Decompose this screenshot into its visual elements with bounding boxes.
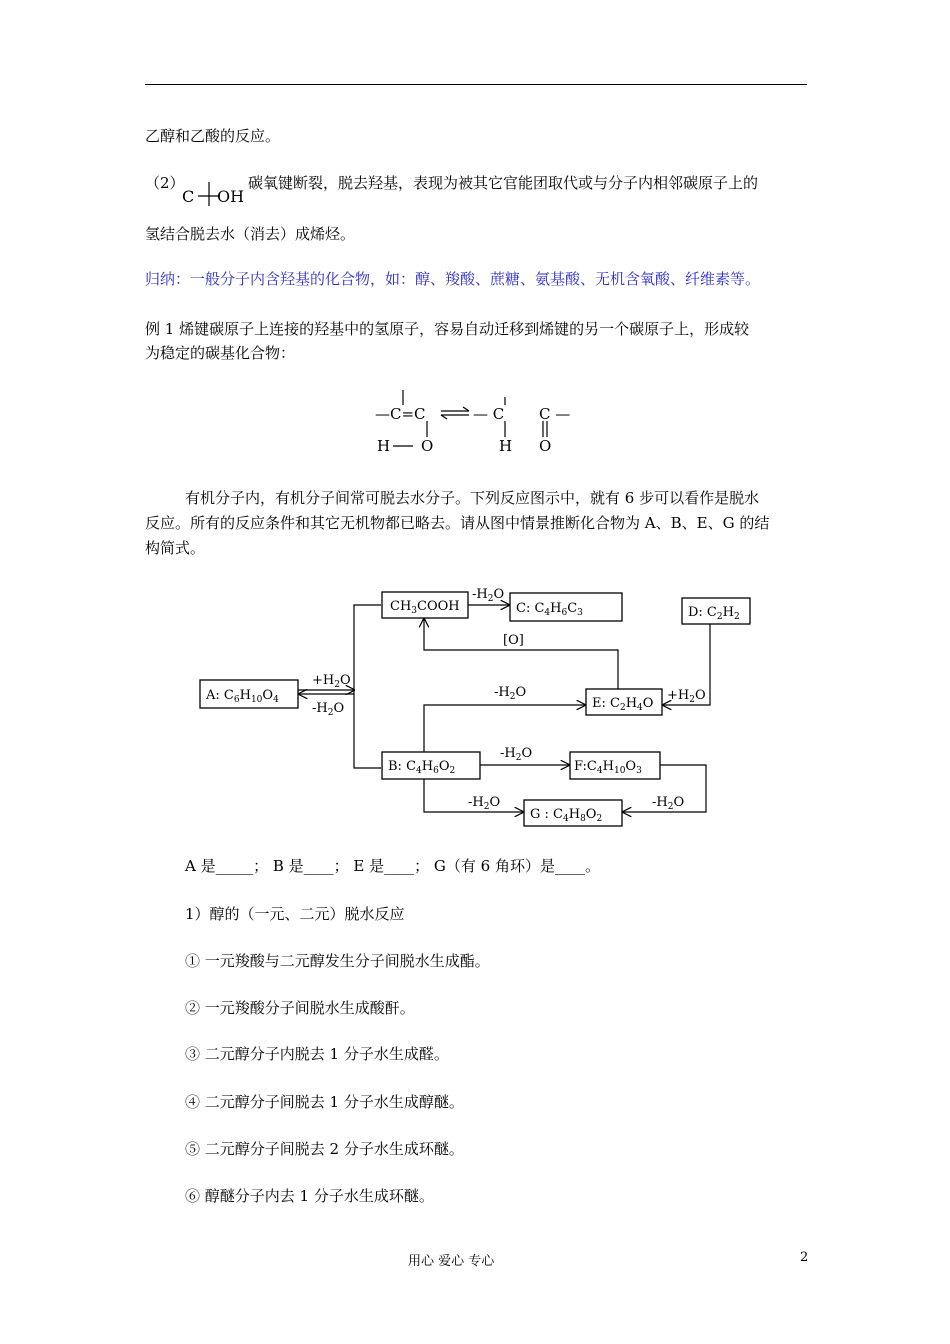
list-item: ④ 二元醇分子间脱去 1 分子水生成醇醚。 (185, 1093, 464, 1111)
box-ch3cooh-label: $CH_3COOH$ (390, 599, 460, 616)
list-item: ⑥ 醇醚分子内去 1 分子水生成环醚。 (185, 1187, 434, 1205)
paragraph-2-continuation: 氢结合脱去水（消去）成烯烃。 (145, 225, 356, 243)
paragraph-2-text: 碳氧键断裂，脱去羟基，表现为被其它官能团取代或与分子内相邻碳原子上的 (248, 174, 759, 192)
list-item: ③ 二元醇分子内脱去 1 分子水生成醛。 (185, 1045, 449, 1063)
label-ch3cooh-to-c: $-H_2O$ (472, 587, 505, 604)
label-a-minus-water: $-H_2O$ (312, 701, 345, 718)
box-b-label: B: $C_4H_6O_2$ (388, 759, 456, 776)
box-c-label: C: $C_4H_6C_3$ (516, 601, 583, 618)
example-1-line-2: 为稳定的碳基化合物： (145, 344, 296, 362)
tautomer-left-top: —C=C (375, 405, 426, 423)
box-g-label: G : $C_4H_8O_2$ (530, 807, 603, 824)
box-d-label: D: $C_2H_2$ (688, 605, 740, 622)
list-item: ⑤ 二元醇分子间脱去 2 分子水生成环醚。 (185, 1140, 464, 1158)
intro-line-3: 构简式。 (145, 539, 206, 557)
branch-a-to-products (354, 605, 381, 768)
box-f-label: $F:C_4H_{10}O_3$ (574, 759, 642, 776)
label-d-to-e: $+H_2O$ (667, 688, 706, 705)
label-f-to-g: $-H_2O$ (652, 795, 685, 812)
formula-hydroxyl: OH (217, 187, 245, 206)
example-1-line-1: 例 1 烯键碳原子上连接的羟基中的氢原子，容易自动迁移到烯键的另一个碳原子上，形成较 (145, 320, 750, 338)
label-a-plus-water: $+H_2O$ (312, 673, 351, 690)
tautomer-right-o: O (539, 437, 552, 455)
arrow-b-to-e (424, 705, 585, 752)
formula-carbon: C (182, 187, 195, 206)
text-line-ethanol: 乙醇和乙酸的反应。 (145, 127, 281, 145)
paragraph-2-number: （2） (145, 174, 185, 192)
intro-line-1: 有机分子内，有机分子间常可脱去水分子。下列反应图示中，就有 6 步可以看作是脱水 (185, 489, 760, 507)
label-b-to-g: $-H_2O$ (468, 795, 501, 812)
answer-line: A 是_____； B 是____； E 是____； G（有 6 角环）是____。 (185, 857, 600, 875)
section-1-heading: 1）醇的（一元、二元）脱水反应 (185, 905, 405, 923)
tautomer-right-c2: C — (539, 405, 571, 423)
label-b-to-e: $-H_2O$ (494, 685, 527, 702)
tautomer-right-h: H (499, 437, 513, 455)
list-item: ② 一元羧酸分子间脱水生成酸酐。 (185, 999, 415, 1017)
tautomer-right-c1: — C (473, 405, 505, 423)
summary-line: 归纳：一般分子内含羟基的化合物，如：醇、羧酸、蔗糖、氨基酸、无机含氧酸、纤维素等。 (145, 270, 761, 288)
label-b-to-f: $-H_2O$ (500, 746, 533, 763)
tautomer-left-o: O (421, 437, 434, 455)
label-oxidation: [O] (503, 633, 524, 648)
footer-motto: 用心 爱心 专心 (408, 1254, 495, 1269)
tautomer-left-h: H (377, 437, 391, 455)
box-e-label: E: $C_2H_4O$ (592, 696, 654, 713)
arrow-e-to-ch3cooh (424, 619, 618, 689)
intro-line-2: 反应。所有的反应条件和其它无机物都已略去。请从图中情景推断化合物为 A、B、E、G 的结 (145, 514, 770, 532)
page-number: 2 (800, 1250, 809, 1265)
box-a-label: A: $C_6H_{10}O_4$ (206, 688, 279, 705)
list-item: ① 一元羧酸与二元醇发生分子间脱水生成酯。 (185, 952, 490, 970)
